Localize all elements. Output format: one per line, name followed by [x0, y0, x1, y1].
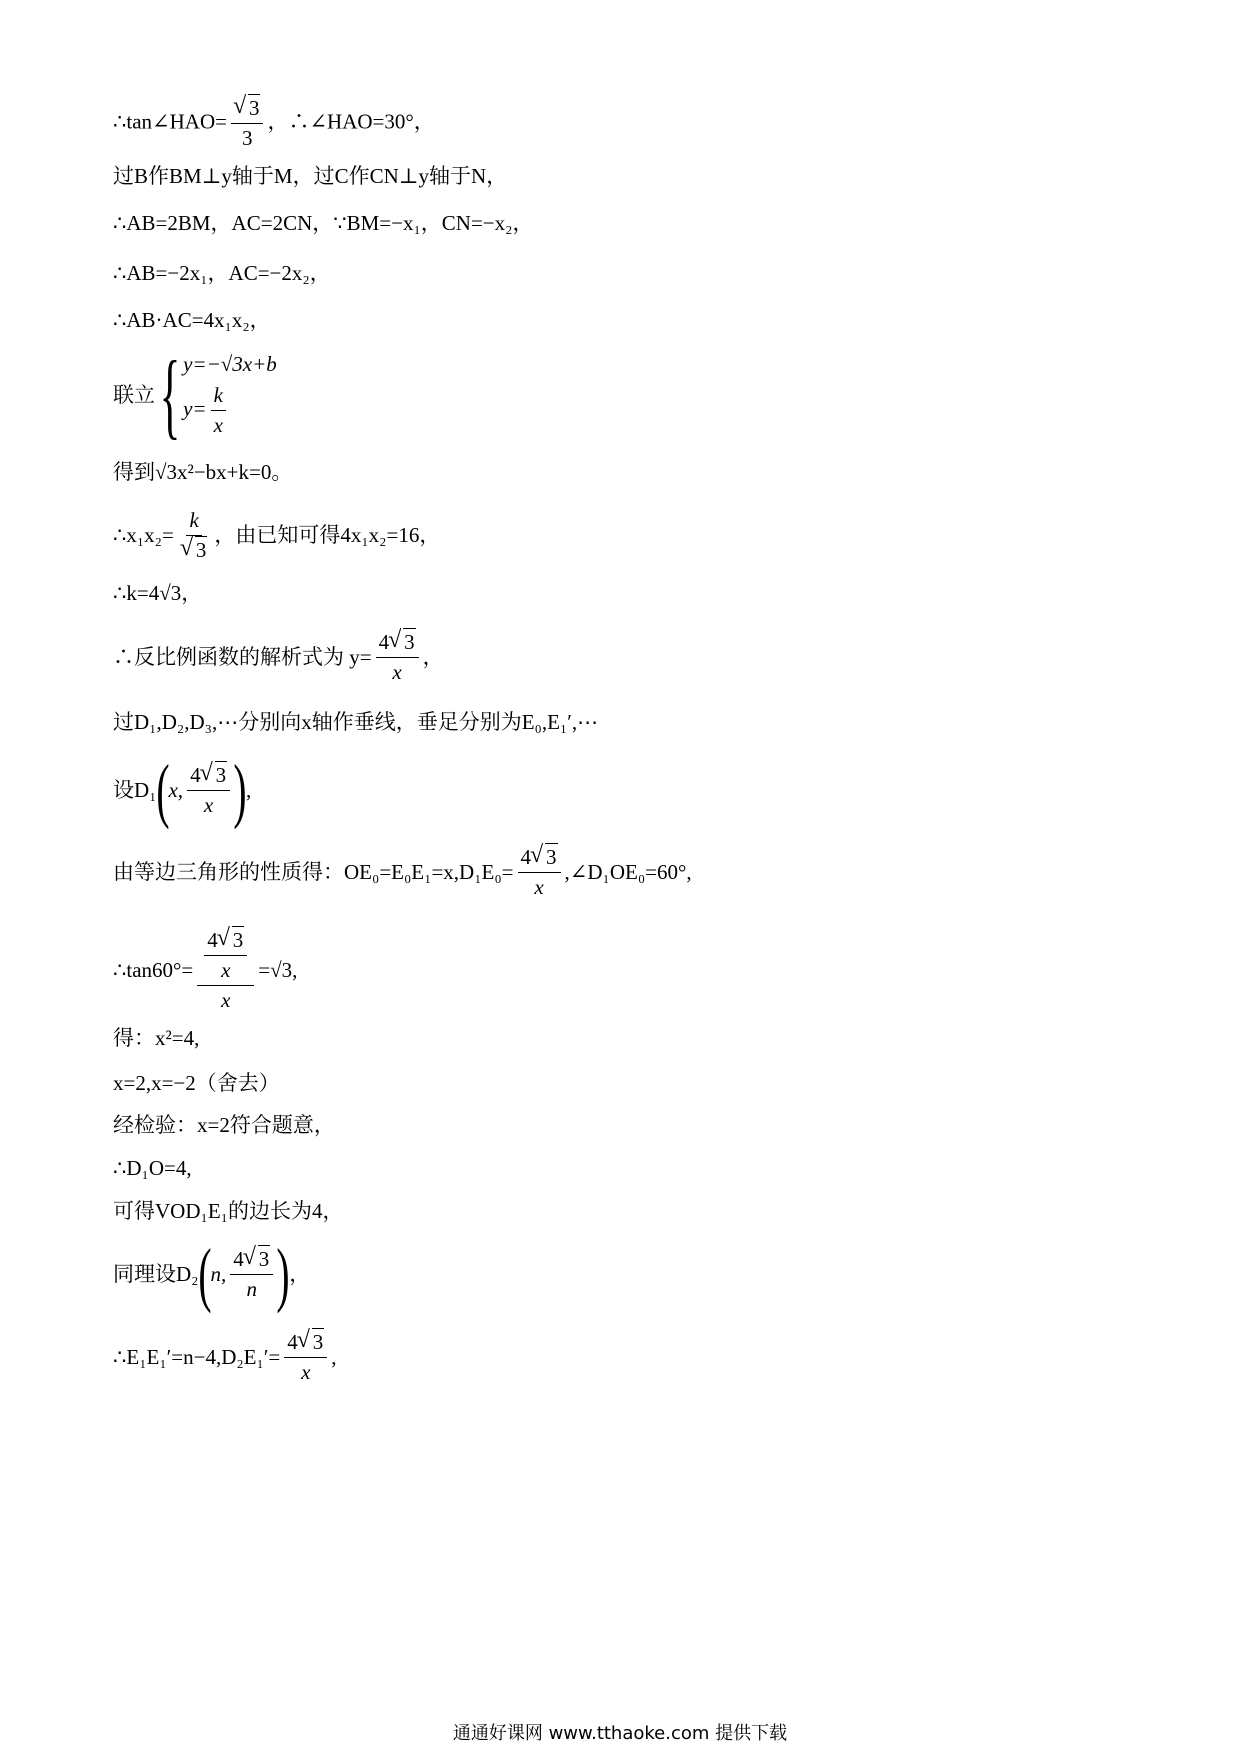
line-k-value [113, 583, 202, 604]
line-quadratic [113, 462, 292, 483]
right-paren: ) [233, 750, 247, 830]
radicand: 3 [258, 1246, 270, 1271]
line-tan-hao [113, 98, 435, 149]
line-system [113, 341, 277, 448]
denominator: x [301, 1359, 311, 1384]
text: y= [183, 396, 207, 421]
text: ∴AB=2BM，AC=2CN，∵BM=−x₁，CN=−x₂， [113, 211, 534, 235]
text: 经检验：x=2符合题意， [113, 1113, 335, 1137]
fraction-4sqrt3-over-x [187, 762, 230, 817]
text: ， [422, 644, 444, 669]
coefficient: 4 [207, 927, 218, 952]
equation-2 [183, 385, 277, 436]
line-ab-ac [113, 310, 271, 331]
line-perp-feet [113, 712, 598, 733]
line-d1o [113, 1158, 192, 1179]
fraction-k-over-sqrt3 [178, 507, 211, 562]
line-tan60 [113, 920, 297, 1020]
text: ∴tan60°= [113, 957, 194, 982]
denominator: x [392, 659, 402, 684]
line-function [113, 625, 444, 689]
brace-icon: { [159, 341, 181, 448]
fraction-k-over-x [211, 385, 226, 436]
text: ∴E₁E₁′=n−4,D₂E₁′= [113, 1344, 281, 1369]
fraction-sqrt3-over-3 [231, 98, 264, 149]
fraction-4sqrt3-over-x [376, 629, 419, 684]
radicand: 3 [404, 629, 415, 654]
line-x-roots [113, 1073, 280, 1094]
denominator: x [213, 413, 223, 437]
line-check [113, 1115, 335, 1136]
denominator: x [221, 987, 231, 1012]
radicand: 3 [546, 844, 557, 869]
fraction-4sqrt3-over-n [230, 1246, 273, 1301]
coefficient: 4 [378, 629, 390, 654]
text: 过D₁,D₂,D₃,⋯分别向x轴作垂线，垂足分别为E₀,E₁′,⋯ [113, 710, 599, 734]
line-perpendicular [113, 166, 507, 187]
line-equilateral [113, 840, 692, 904]
line-x-squared [113, 1028, 199, 1049]
text: n, [210, 1261, 227, 1286]
text: =√3, [258, 957, 298, 982]
text: ，由已知可得4x₁x₂=16， [214, 522, 441, 547]
text: ∴反比例函数的解析式为 y= [113, 644, 372, 669]
text: ∴D₁O=4, [113, 1156, 192, 1180]
fraction-4sqrt3-over-x [518, 844, 561, 899]
coefficient: 4 [520, 844, 532, 869]
left-paren: ( [197, 1234, 212, 1314]
text: ,∠D₁OE₀=60°, [564, 859, 692, 884]
text: x=2,x=−2（舍去） [113, 1071, 280, 1095]
text: ，∴∠HAO=30°， [267, 109, 435, 134]
radicand: 3 [312, 1329, 324, 1354]
text: 可得VOD₁E₁的边长为4， [113, 1199, 344, 1223]
equation-1: y=−√3x+b [183, 352, 277, 376]
line-x1x2 [113, 505, 440, 565]
right-paren: ) [276, 1234, 290, 1314]
text: 联立 [113, 382, 155, 407]
coefficient: 4 [190, 762, 201, 787]
radicand: 3 [232, 927, 244, 952]
text: 得到√3x²−bx+k=0。 [113, 460, 293, 484]
radicand: 3 [195, 537, 207, 562]
numerator: k [186, 510, 201, 536]
denominator: 3 [241, 126, 253, 150]
text: 同理设D₂ [113, 1261, 199, 1286]
line-ab-neg [113, 263, 331, 284]
line-ab-bm [113, 213, 533, 234]
text: ∴AB·AC=4x₁x₂， [113, 308, 271, 332]
text: 由等边三角形的性质得：OE₀=E₀E₁=x,D₁E₀= [113, 859, 514, 884]
equation-system [183, 354, 277, 436]
numerator: k [211, 385, 226, 411]
fraction-4sqrt3-over-x [284, 1329, 327, 1384]
text: 设D₁ [113, 777, 157, 802]
page-footer: 通通好课网 www.tthaoke.com 提供下载 [452, 1723, 788, 1744]
line-side-length [113, 1201, 343, 1222]
coefficient: 4 [233, 1246, 244, 1271]
text: ∴x₁x₂= [113, 522, 174, 547]
text: , [246, 777, 252, 802]
radicand: 3 [215, 762, 227, 787]
coefficient: 4 [287, 1329, 298, 1354]
radicand: 3 [248, 96, 260, 120]
text: , [331, 1344, 337, 1369]
denominator: x [221, 957, 231, 982]
text: 得：x²=4, [113, 1026, 200, 1050]
text: ∴k=4√3， [113, 581, 203, 605]
line-set-d1 [113, 752, 251, 828]
compound-fraction [197, 927, 254, 1012]
text: ∴AB=−2x₁，AC=−2x₂， [113, 261, 331, 285]
text: ， [289, 1261, 311, 1286]
line-set-d2 [113, 1236, 310, 1312]
denominator: x [203, 792, 214, 817]
text: x, [168, 777, 184, 802]
inner-fraction [204, 927, 247, 982]
denominator: x [534, 874, 544, 899]
text: ∴tan∠HAO= [113, 109, 227, 134]
line-e1e1 [113, 1325, 337, 1389]
left-paren: ( [155, 750, 170, 830]
denominator: n [246, 1276, 257, 1301]
text: 过B作BM⊥y轴于M，过C作CN⊥y轴于N， [113, 164, 508, 188]
